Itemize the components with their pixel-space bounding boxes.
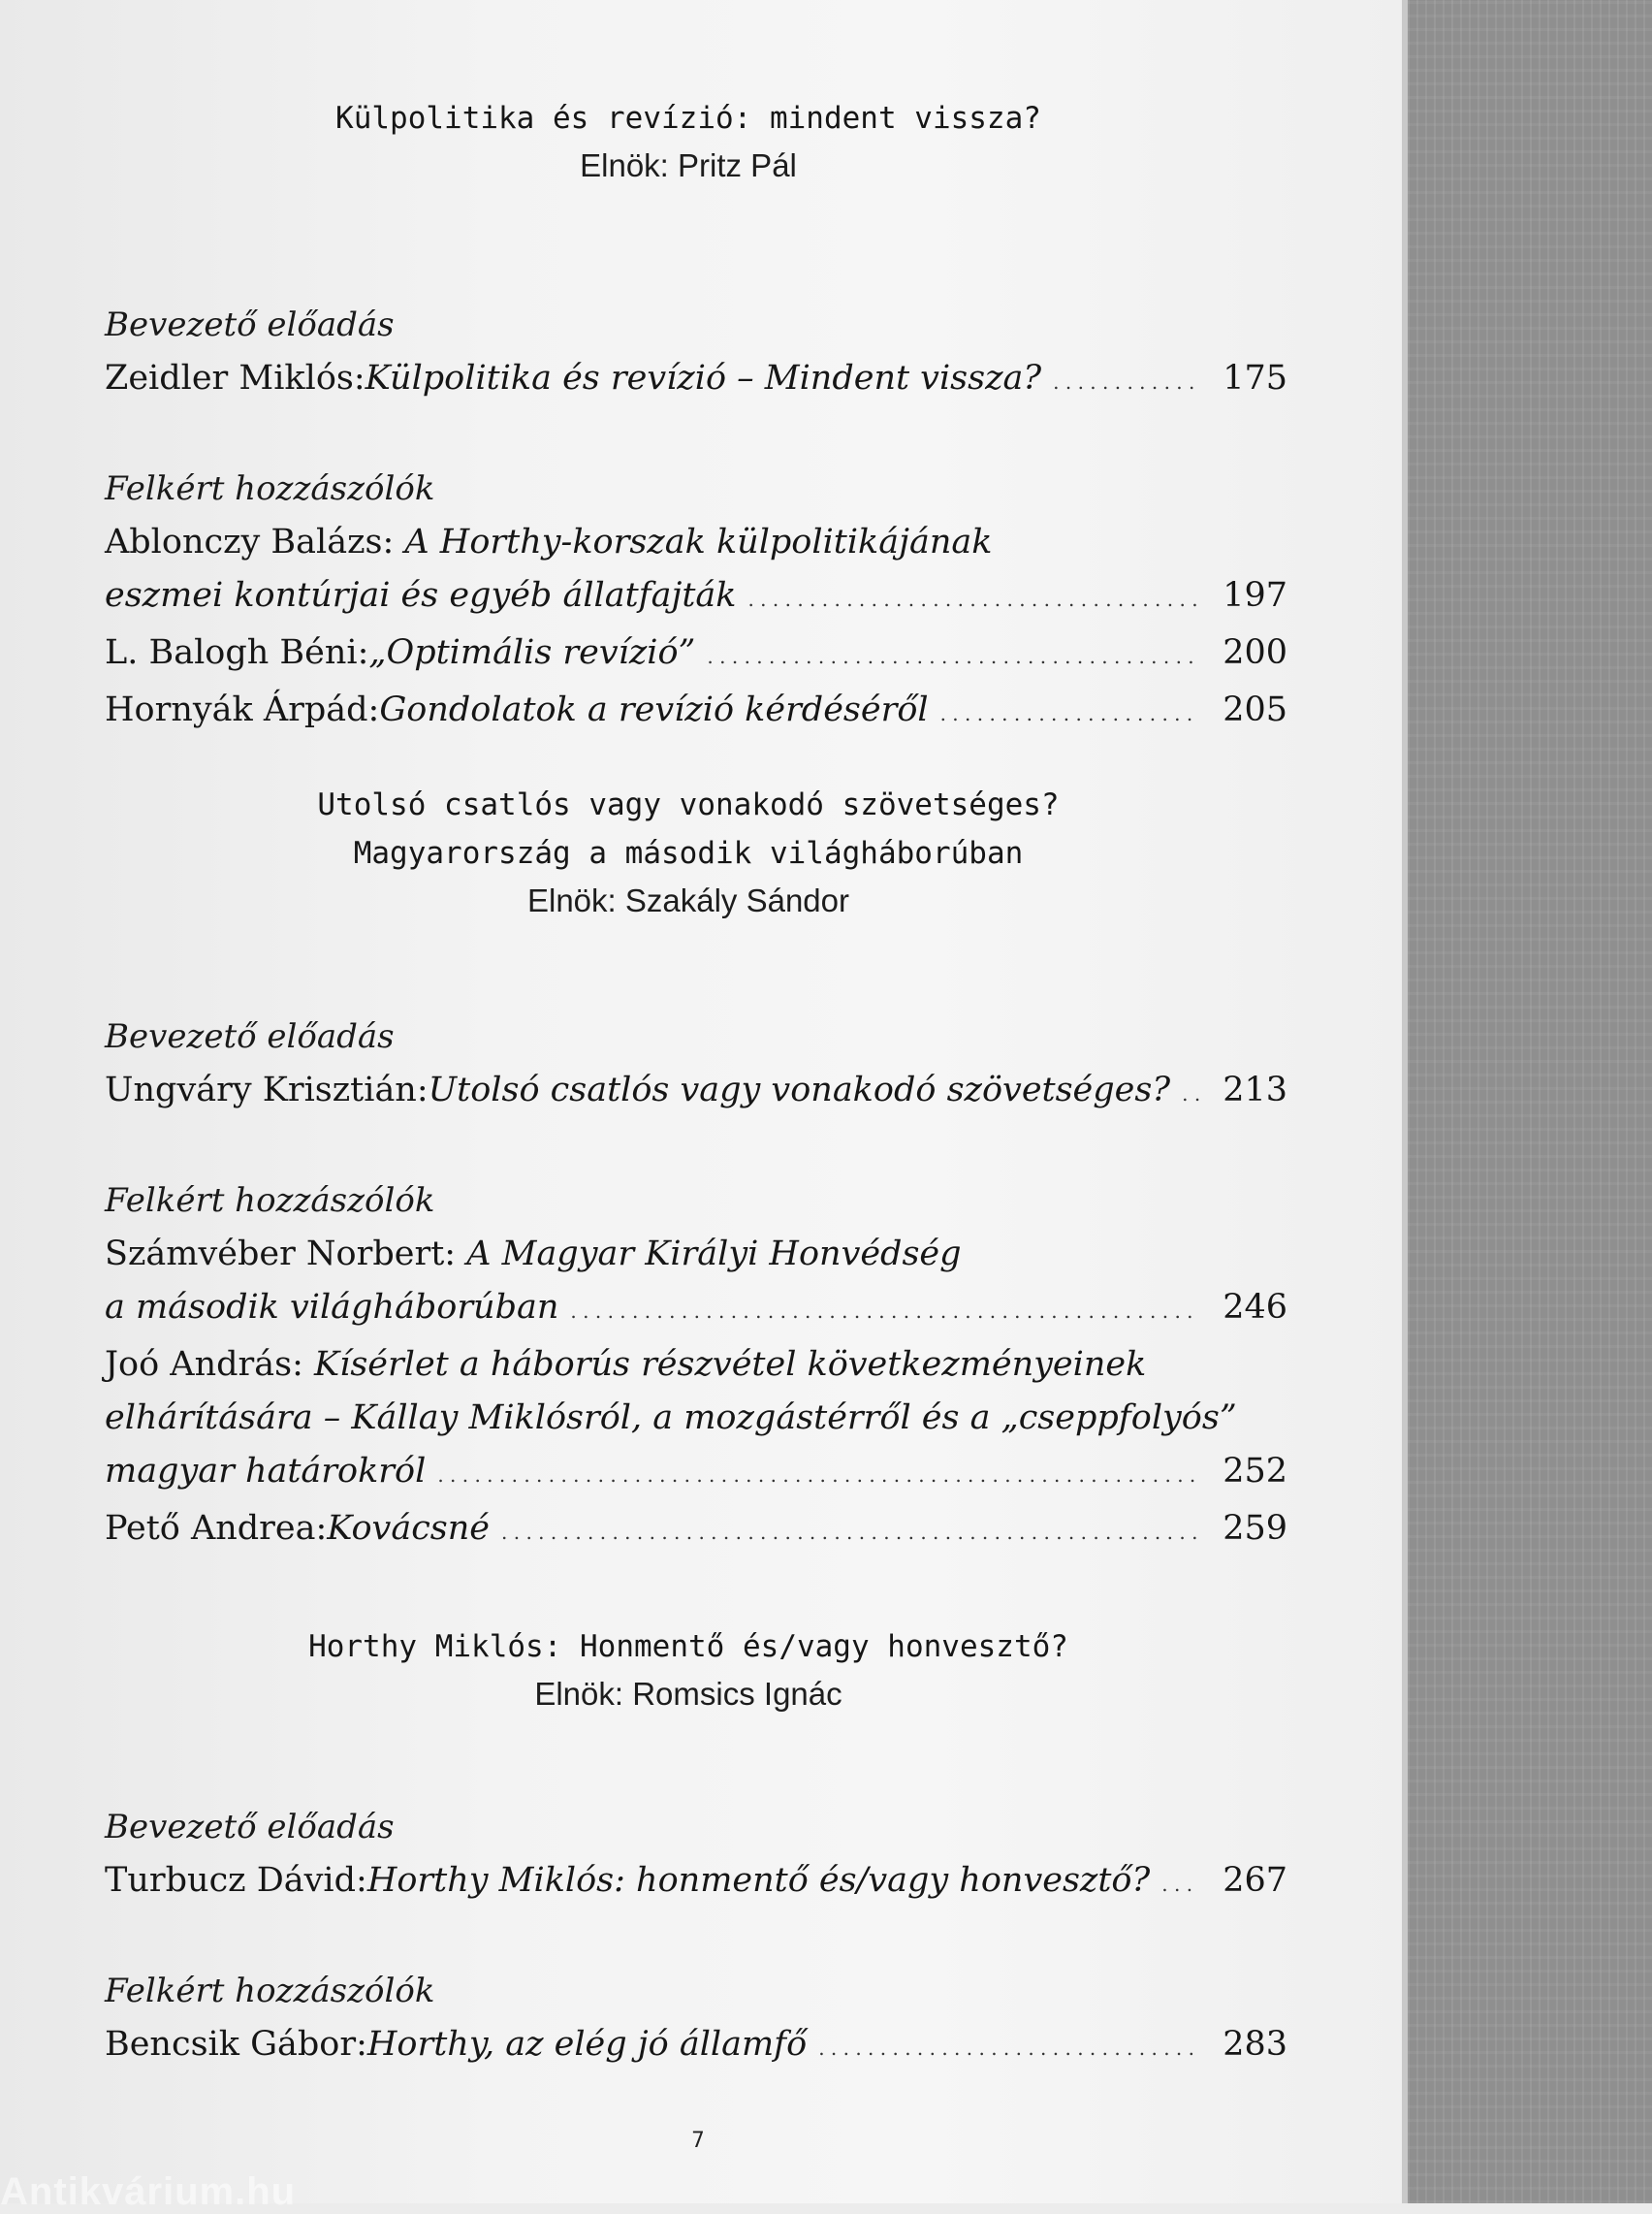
section-chair: Elnök: Szakály Sándor — [526, 882, 849, 918]
toc-entry[interactable] — [105, 1064, 1287, 1121]
intro-label: Bevezető előadás — [105, 1808, 395, 1846]
section-chair: Elnök: Romsics Ignác — [534, 1676, 842, 1712]
entry-page: 175 — [1223, 359, 1287, 398]
entry-page: 213 — [1223, 1071, 1287, 1109]
toc-entry[interactable] — [105, 2018, 1287, 2075]
toc-entry[interactable] — [105, 352, 1287, 409]
entry-page: 252 — [1223, 1452, 1287, 1491]
dot-leader — [1161, 1858, 1200, 1911]
entry-title: Kísérlet a háborús részvétel következményeinek — [314, 1345, 1147, 1384]
entry-title-continued: eszmei kontúrjai és egyéb állatfajták — [105, 576, 737, 615]
entry-author: L. Balogh Béni: — [105, 633, 369, 672]
entry-page: 246 — [1223, 1288, 1287, 1327]
intro-group — [105, 1010, 1287, 1121]
entry-author: Pető Andrea: — [105, 1509, 328, 1548]
entry-page: 205 — [1223, 690, 1287, 729]
dot-leader — [747, 573, 1200, 626]
entry-author: Ablonczy Balázs: — [105, 523, 405, 562]
section-title: Utolsó csatlós vagy vonakodó szövetséges? — [317, 787, 1060, 822]
invited-group — [105, 462, 1287, 741]
invited-group — [105, 1173, 1287, 1559]
toc-entry[interactable] — [105, 684, 1287, 741]
entry-author: Joó András: — [105, 1345, 314, 1384]
dot-leader — [501, 1506, 1200, 1559]
dot-leader — [570, 1285, 1200, 1338]
entry-title: Utolsó csatlós vagy vonakodó szövetséges? — [428, 1071, 1171, 1109]
toc-section-1 — [0, 94, 1408, 741]
toc-section-2 — [0, 781, 1408, 1559]
entry-title-continued: magyar határokról — [105, 1452, 427, 1491]
entry-title: Horthy, az elég jó államfő — [366, 2025, 808, 2064]
toc-entry[interactable] — [105, 1338, 1287, 1502]
toc-entry[interactable] — [105, 1854, 1287, 1911]
dot-leader — [707, 630, 1200, 684]
toc-section-3 — [0, 1622, 1408, 2075]
entry-page: 197 — [1223, 576, 1287, 615]
invited-label: Felkért hozzászólók — [105, 469, 435, 508]
entry-page: 259 — [1223, 1509, 1287, 1548]
intro-group — [105, 1800, 1287, 1911]
intro-label: Bevezető előadás — [105, 305, 395, 344]
entry-page: 200 — [1223, 633, 1287, 672]
page-number: 7 — [691, 2129, 705, 2153]
toc-entry[interactable] — [105, 1228, 1287, 1338]
dot-leader — [818, 2022, 1200, 2075]
entry-title: Horthy Miklós: honmentő és/vagy honvesztő? — [366, 1861, 1151, 1900]
background-surface — [1408, 0, 1652, 2203]
entry-title-continued: a második világháborúban — [105, 1288, 559, 1327]
intro-label: Bevezető előadás — [105, 1017, 395, 1056]
invited-group — [105, 1964, 1287, 2075]
entry-author: Számvéber Norbert: — [105, 1235, 467, 1273]
entry-author: Ungváry Krisztián: — [105, 1071, 429, 1109]
invited-label: Felkért hozzászólók — [105, 1181, 435, 1220]
entry-author: Hornyák Árpád: — [105, 690, 380, 729]
entry-author: Turbucz Dávid: — [105, 1861, 367, 1900]
entry-title-continued: elhárítására – Kállay Miklósról, a mozgástérről és a „cseppfolyós” — [105, 1398, 1237, 1437]
dot-leader — [940, 688, 1200, 741]
dot-leader — [437, 1449, 1200, 1502]
section-chair: Elnök: Pritz Pál — [580, 147, 797, 183]
entry-author: Bencsik Gábor: — [105, 2025, 367, 2064]
entry-author: Zeidler Miklós: — [105, 359, 365, 398]
entry-page: 283 — [1223, 2025, 1287, 2064]
entry-page: 267 — [1223, 1861, 1287, 1900]
toc-entry[interactable] — [105, 1502, 1287, 1559]
toc-entry[interactable] — [105, 626, 1287, 684]
toc-entry[interactable] — [105, 516, 1287, 626]
entry-title: A Magyar Királyi Honvédség — [466, 1235, 962, 1273]
section-title: Horthy Miklós: Honmentő és/vagy honvesztő? — [308, 1629, 1068, 1664]
entry-title: Külpolitika és revízió – Mindent vissza? — [365, 359, 1042, 398]
entry-title: Kovácsné — [327, 1509, 491, 1548]
section-subtitle: Magyarország a második világháborúban — [353, 836, 1024, 871]
section-title: Külpolitika és revízió: mindent vissza? — [335, 101, 1041, 136]
entry-title: „Optimális revízió” — [368, 633, 696, 672]
entry-title: A Horthy-korszak külpolitikájának — [404, 523, 993, 562]
dot-leader — [1053, 356, 1200, 409]
watermark: Antikvárium.hu — [0, 2170, 297, 2213]
dot-leader — [1182, 1068, 1200, 1121]
invited-label: Felkért hozzászólók — [105, 1972, 435, 2010]
entry-title: Gondolatok a revízió kérdéséről — [379, 690, 929, 729]
intro-group — [105, 298, 1287, 409]
